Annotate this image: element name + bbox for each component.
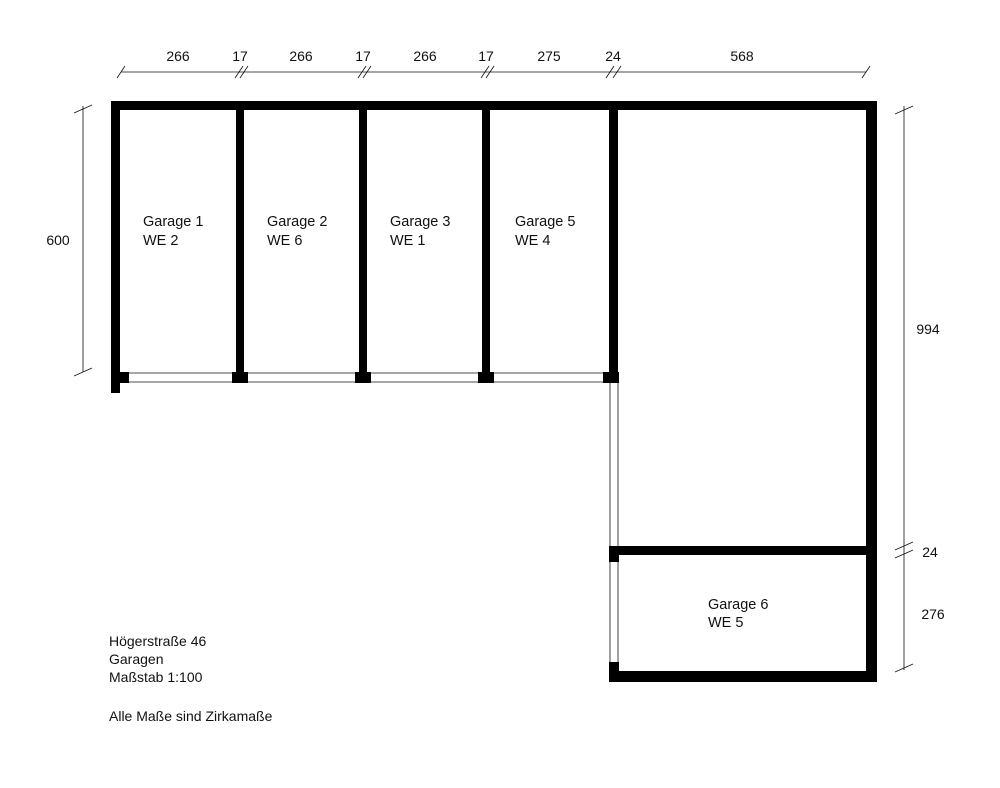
dim-left: 600 bbox=[46, 232, 70, 248]
info-block bbox=[109, 632, 206, 686]
door-post-3 bbox=[355, 372, 371, 383]
room-5-unit: WE 4 bbox=[515, 233, 551, 249]
room-2-unit: WE 6 bbox=[267, 233, 303, 249]
wall-partition-3 bbox=[482, 101, 490, 383]
door-post-4 bbox=[478, 372, 494, 383]
room-6-unit: WE 5 bbox=[708, 615, 744, 631]
room-1-name: Garage 1 bbox=[143, 214, 204, 230]
wall-partition-2 bbox=[359, 101, 367, 383]
info-scale: Maßstab 1:100 bbox=[109, 669, 203, 685]
wall-partition-1 bbox=[236, 101, 244, 383]
dim-top-5: 266 bbox=[413, 48, 437, 64]
room-5-name: Garage 5 bbox=[515, 214, 576, 230]
dim-top-9: 568 bbox=[730, 48, 754, 64]
wall-bottom-post bbox=[609, 662, 619, 682]
door-post-1 bbox=[120, 372, 129, 383]
wall-middle bbox=[609, 546, 870, 555]
room-1-unit: WE 2 bbox=[143, 233, 179, 249]
room-6-name: Garage 6 bbox=[708, 597, 769, 613]
door-post-2 bbox=[232, 372, 248, 383]
door-post-5 bbox=[603, 372, 619, 383]
dim-top-6: 17 bbox=[478, 48, 494, 64]
dim-top-1: 266 bbox=[166, 48, 190, 64]
dim-right-mid: 24 bbox=[922, 544, 938, 560]
info-subject: Garagen bbox=[109, 651, 164, 667]
info-note: Alle Maße sind Zirkamaße bbox=[109, 708, 273, 724]
dim-right-lower: 276 bbox=[921, 606, 945, 622]
info-address: Högerstraße 46 bbox=[109, 633, 207, 649]
dim-top-7: 275 bbox=[537, 48, 561, 64]
wall-left bbox=[111, 101, 120, 393]
dim-right-upper: 994 bbox=[916, 321, 940, 337]
wall-right bbox=[866, 101, 877, 682]
wall-top bbox=[111, 101, 877, 110]
door-openings bbox=[129, 373, 618, 662]
room-2-name: Garage 2 bbox=[267, 214, 328, 230]
left-dimension-line bbox=[74, 105, 92, 376]
wall-partition-4 bbox=[609, 101, 618, 383]
dim-top-2: 17 bbox=[232, 48, 248, 64]
dim-top-4: 17 bbox=[355, 48, 371, 64]
room-3-unit: WE 1 bbox=[390, 233, 426, 249]
dim-top-8: 24 bbox=[605, 48, 621, 64]
dim-top-3: 266 bbox=[289, 48, 313, 64]
top-dimension-line bbox=[117, 66, 870, 78]
walls bbox=[111, 101, 877, 682]
wall-middle-post bbox=[609, 546, 619, 562]
room-3-name: Garage 3 bbox=[390, 214, 451, 230]
right-dimension-line bbox=[895, 106, 913, 672]
info-note-block bbox=[109, 707, 272, 725]
wall-bottom bbox=[609, 671, 877, 682]
